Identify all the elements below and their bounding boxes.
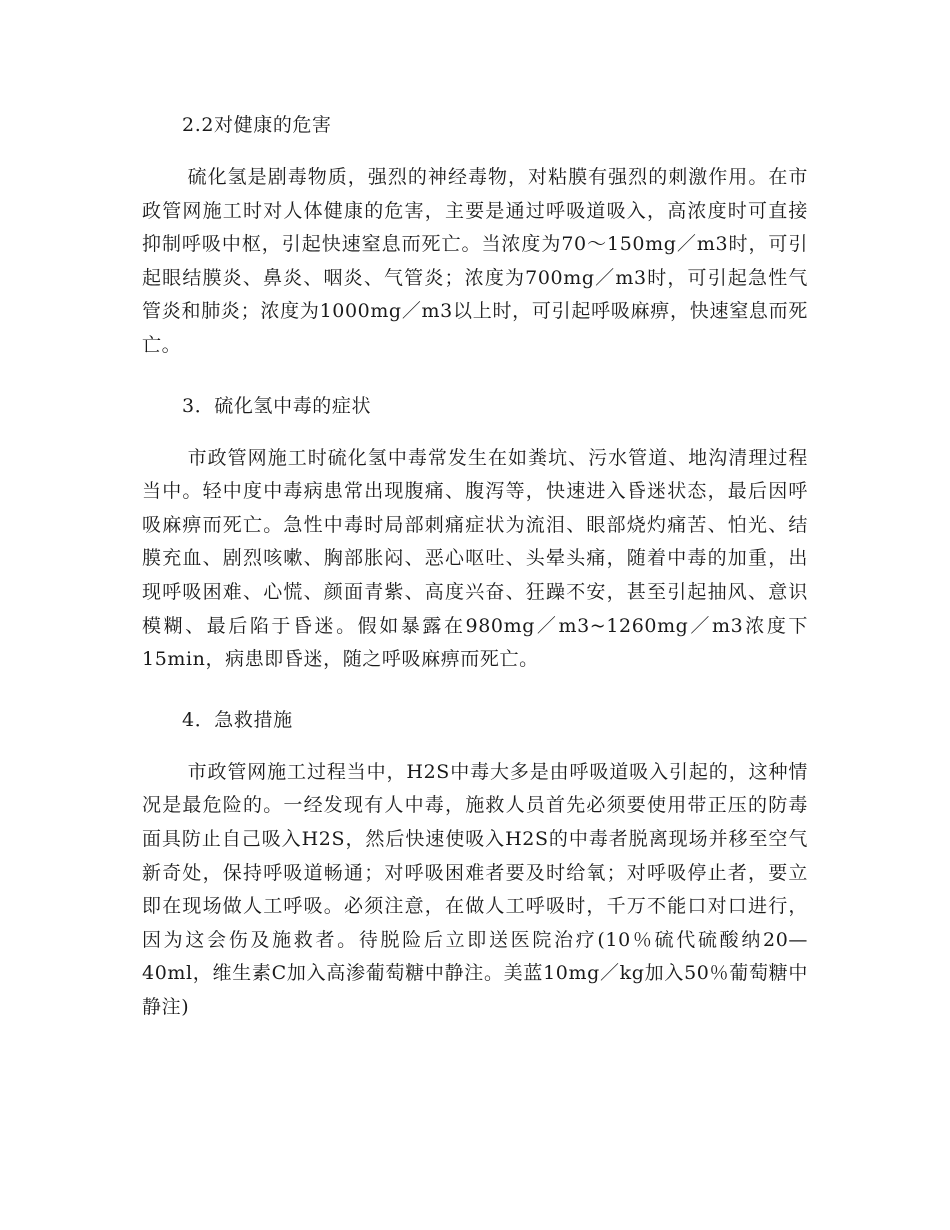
section-heading-poisoning-symptoms: 3．硫化氢中毒的症状 xyxy=(182,394,372,417)
section-heading-first-aid: 4．急救措施 xyxy=(182,708,293,731)
section-heading-health-hazards: 2.2对健康的危害 xyxy=(182,114,332,136)
section-paragraph-poisoning-symptoms: 市政管网施工时硫化氢中毒常发生在如粪坑、污水管道、地沟清理过程当中。轻中度中毒病患常出现腹痛、腹泻等，快速进入昏迷状态，最后因呼吸麻痹而死亡。急性中毒时局部刺痛症状为流泪、眼部烧灼痛苦、怕光、结膜充血、剧烈咳嗽、胸部胀闷、恶心呕吐、头晕头痛，随着中毒的加重，出现呼吸困难、心慌、颜面青紫、高度兴奋、狂躁不安，甚至引起抽风、意识模糊、最后陷于昏迷。假如暴露在980mg／m3~1260mg／m3浓度下15min，病患即昏迷，随之呼吸麻痹而死亡。 xyxy=(142,446,808,671)
section-paragraph-health-hazards: 硫化氢是剧毒物质，强烈的神经毒物，对粘膜有强烈的刺激作用。在市政管网施工时对人体健康的危害，主要是通过呼吸道吸入，高浓度时可直接抑制呼吸中枢，引起快速窒息而死亡。当浓度为70～150mg／m3时，可引起眼结膜炎、鼻炎、咽炎、气管炎；浓度为700mg／m3时，可引起急性气管炎和肺炎；浓度为1000mg／m3以上时，可引起呼吸麻痹，快速窒息而死亡。 xyxy=(142,166,808,356)
document-body xyxy=(142,106,808,1048)
section-paragraph-first-aid: 市政管网施工过程当中，H2S中毒大多是由呼吸道吸入引起的，这种情况是最危险的。一经发现有人中毒，施救人员首先必须要使用带正压的防毒面具防止自己吸入H2S，然后快速使吸入H2S的中毒者脱离现场并移至空气新奇处，保持呼吸道畅通；对呼吸困难者要及时给氧；对呼吸停止者，要立即在现场做人工呼吸。必须注意，在做人工呼吸时，千万不能口对口进行，因为这会伤及施救者。待脱险后立即送医院治疗(10％硫代硫酸纳20—40ml，维生素C加入高渗葡萄糖中静注。美蓝10mg／kg加入50％葡萄糖中静注) xyxy=(142,760,808,1018)
